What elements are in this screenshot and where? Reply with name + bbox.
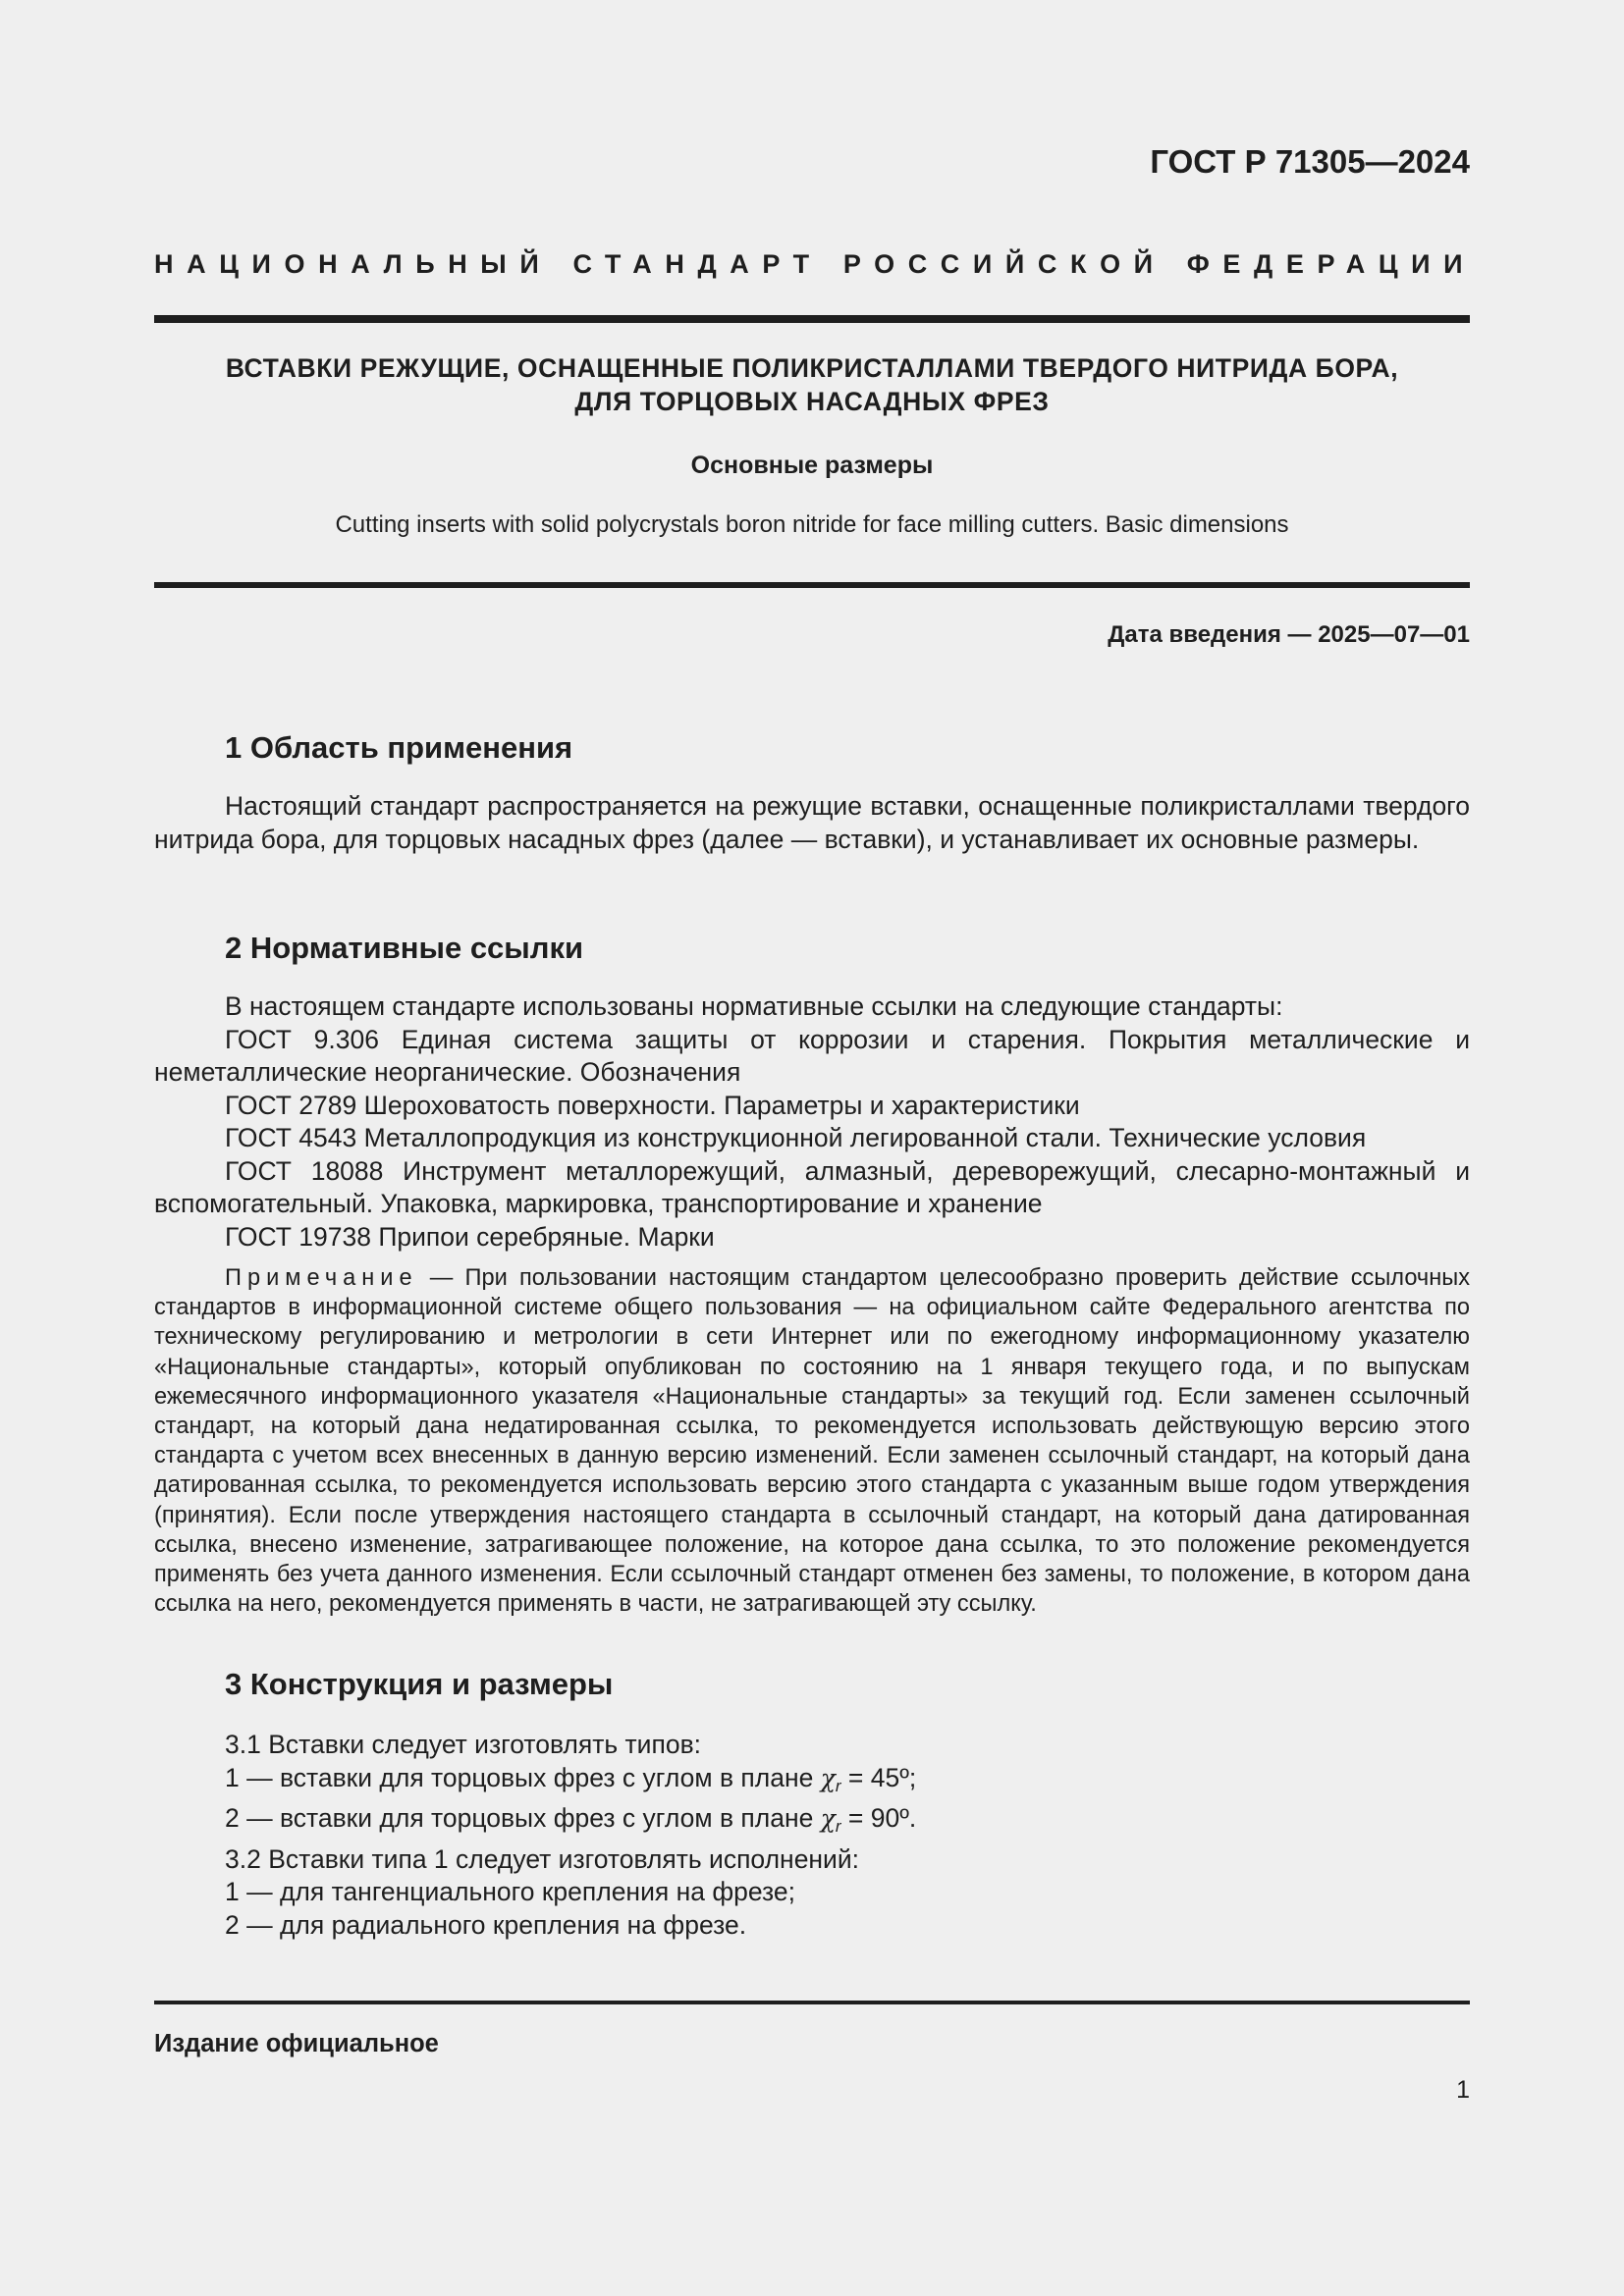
execution-2: 2 — для радиального крепления на фрезе. <box>225 1909 747 1940</box>
introduction-date: Дата введения — 2025—07—01 <box>1108 621 1470 648</box>
references-intro: В настоящем стандарте использованы нормативные ссылки на следующие стандарты: <box>225 991 1283 1021</box>
title-rule <box>154 582 1470 588</box>
chi-symbol: χ <box>820 1763 836 1792</box>
reference-item: ГОСТ 18088 Инструмент металлорежущий, алмазный, дереворежущий, слесарно-монтажный и вспомогательный. Упаковка, маркировка, транспортирование и хранение <box>154 1155 1470 1218</box>
reference-item: ГОСТ 9.306 Единая система защиты от коррозии и старения. Покрытия металлические и неметаллические неорганические. Обозначения <box>154 1024 1470 1087</box>
chi-subscript: r <box>835 1776 841 1795</box>
section-2-references <box>154 990 1470 1254</box>
note-label: Примечание <box>225 1265 418 1291</box>
header-rule <box>154 315 1470 323</box>
clause-3-1: 3.1 Вставки следует изготовлять типов: <box>225 1730 702 1759</box>
page-number: 1 <box>1456 2076 1470 2104</box>
official-edition-label: Издание официальное <box>154 2030 439 2057</box>
section-2-heading: 2 Нормативные ссылки <box>225 931 584 965</box>
reference-item: ГОСТ 2789 Шероховатость поверхности. Параметры и характеристики <box>225 1090 1080 1120</box>
english-title: Cutting inserts with solid polycrystals boron nitride for face milling cutters. Basic dimensions <box>335 511 1289 538</box>
reference-item: ГОСТ 19738 Припои серебряные. Марки <box>225 1221 715 1252</box>
references-note <box>154 1263 1470 1619</box>
document-subtitle: Основные размеры <box>690 452 934 479</box>
reference-item: ГОСТ 4543 Металлопродукция из конструкционной легированной стали. Технические условия <box>225 1123 1367 1152</box>
chi-subscript: r <box>835 1817 841 1836</box>
section-3-list <box>225 1729 916 1942</box>
insert-type-1: 1 — вставки для торцовых фрез с углом в плане $\chi_r$ = 45º; <box>225 1762 917 1795</box>
title-line-1: ВСТАВКИ РЕЖУЩИЕ, ОСНАЩЕННЫЕ ПОЛИКРИСТАЛЛАМИ ТВЕРДОГО НИТРИДА БОРА, <box>225 353 1399 383</box>
clause-3-2: 3.2 Вставки типа 1 следует изготовлять исполнений: <box>225 1843 860 1874</box>
section-3-heading: 3 Конструкция и размеры <box>225 1667 614 1701</box>
national-standard-heading: НАЦИОНАЛЬНЫЙ СТАНДАРТ РОССИЙСКОЙ ФЕДЕРАЦИИ <box>154 249 1477 279</box>
chi-symbol: χ <box>820 1804 836 1833</box>
footer-rule <box>154 2001 1470 2004</box>
execution-1: 1 — для тангенциального крепления на фрезе; <box>225 1877 795 1906</box>
section-1-heading: 1 Область применения <box>225 730 573 765</box>
insert-type-2: 2 — вставки для торцовых фрез с углом в плане $\chi_r$ = 90º. <box>225 1803 917 1836</box>
note-text: — При пользовании настоящим стандартом целесообразно проверить действие ссылочных стандартов в информационной системе общего пользования — на официальном сайте Федерального агентства по техническому регулированию и метрологии в сети Интернет или по ежегодному информационному указателю «Национальные стандарты», который опубликован по состоянию на 1 января текущего года, и по выпускам ежемесячного информационного указателя «Национальные стандарты» за текущий год. Если заменен ссылочный стандарт, на который дана недатированная ссылка, то рекомендуется использовать действующую версию этого стандарта с учетом всех внесенных в данную версию изменений. Если заменен ссылочный стандарт, на который дана датированная ссылка, то рекомендуется использовать версию этого стандарта с указанным выше годом утверждения (принятия). Если после утверждения настоящего стандарта в ссылочный стандарт, на который дана датированная ссылка, внесено изменение, затрагивающее положение, на которое дана ссылка, то это положение рекомендуется применять без учета данного изменения. Если ссылочный стандарт отменен без замены, то положение, в котором дана ссылка на него, рекомендуется применять в части, не затрагивающей эту ссылку. <box>154 1265 1470 1618</box>
section-1-text: Настоящий стандарт распространяется на режущие вставки, оснащенные поликристаллами твердого нитрида бора, для торцовых насадных фрез (далее — вставки), и устанавливает их основные размеры. <box>154 791 1470 854</box>
gost-number: ГОСТ Р 71305—2024 <box>1150 143 1470 180</box>
document-title <box>154 351 1470 418</box>
title-line-2: ДЛЯ ТОРЦОВЫХ НАСАДНЫХ ФРЕЗ <box>574 387 1050 416</box>
